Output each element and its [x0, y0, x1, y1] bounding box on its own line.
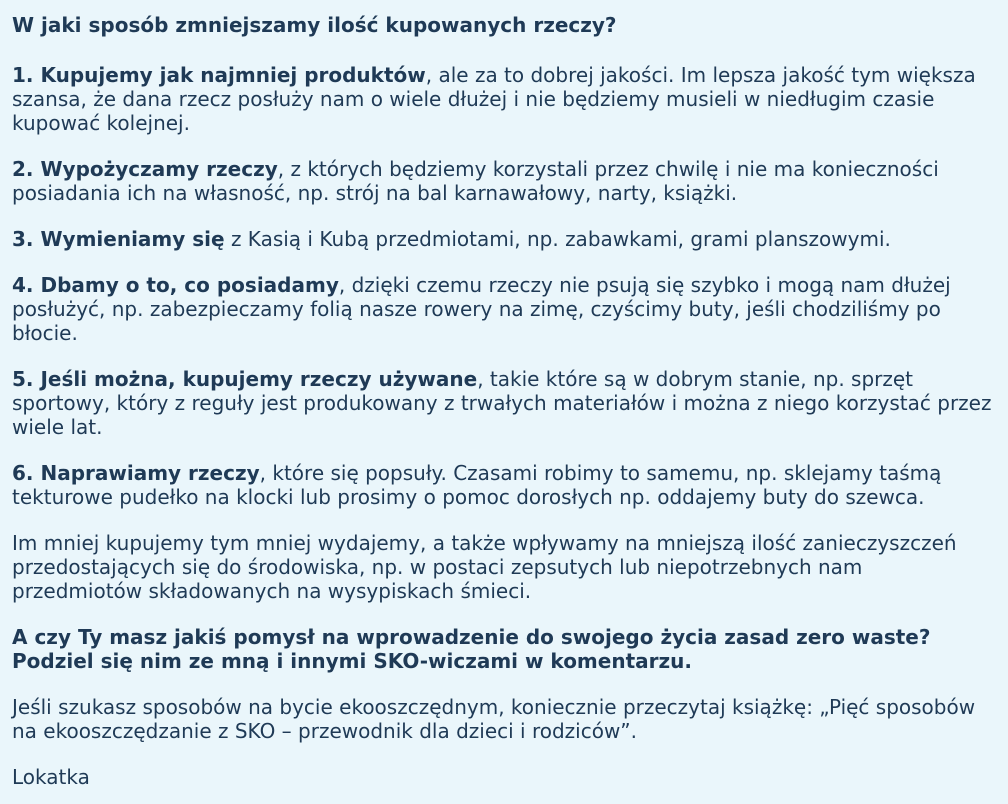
list-item-lead: 6. Naprawiamy rzeczy	[12, 461, 260, 485]
list-item-lead: 4. Dbamy o to, co posiadamy	[12, 273, 339, 297]
list-item-lead: 2. Wypożyczamy rzeczy	[12, 157, 278, 181]
list-item-text: , dzięki czemu rzeczy nie psują się szybko i mogą nam dłużej posłużyć, np. zabezpieczamy folią nasze rowery na zimę, czyścimy buty, jeśli chodziliśmy po błocie.	[12, 273, 951, 345]
summary-paragraph: Im mniej kupujemy tym mniej wydajemy, a także wpływamy na mniejszą ilość zanieczyszczeń przedostających się do środowiska, np. w postaci zepsutych lub niepotrzebnych nam przedmiotów składowanych na wysypiskach śmieci.	[12, 531, 957, 603]
list-item	[12, 273, 996, 345]
list-item	[12, 157, 996, 205]
signature: Lokatka	[12, 765, 90, 789]
list-item-text: , z których będziemy korzystali przez chwilę i nie ma konieczności posiadania ich na własność, np. strój na bal karnawałowy, narty, książki.	[12, 157, 939, 205]
article-heading: W jaki sposób zmniejszamy ilość kupowanych rzeczy?	[12, 13, 617, 37]
list-item-lead: 1. Kupujemy jak najmniej produktów	[12, 63, 426, 87]
list-item-text: , ale za to dobrej jakości. Im lepsza jakość tym większa szansa, że dana rzecz posłuży nam o wiele dłużej i nie będziemy musieli w niedługim czasie kupować kolejnej.	[12, 63, 976, 135]
list-item	[12, 227, 996, 251]
list-item	[12, 367, 996, 439]
list-item	[12, 461, 996, 509]
question-paragraph: A czy Ty masz jakiś pomysł na wprowadzenie do swojego życia zasad zero waste? Podziel się nim ze mną i innymi SKO-wiczami w komentarzu.	[12, 625, 931, 673]
list-item-lead: 5. Jeśli można, kupujemy rzeczy używane	[12, 367, 478, 391]
recommendation-paragraph: Jeśli szukasz sposobów na bycie ekooszczędnym, koniecznie przeczytaj książkę: „Pięć sposobów na ekooszczędzanie z SKO – przewodnik dla dzieci i rodziców”.	[12, 695, 976, 743]
list-item-text: , takie które są w dobrym stanie, np. sprzęt sportowy, który z reguły jest produkowany z trwałych materiałów i można z niego korzystać przez wiele lat.	[12, 367, 992, 439]
list-item-text: z Kasią i Kubą przedmiotami, np. zabawkami, grami planszowymi.	[224, 227, 891, 251]
list-item-lead: 3. Wymieniamy się	[12, 227, 225, 251]
list-item	[12, 63, 996, 135]
list-item-text: , które się popsuły. Czasami robimy to samemu, np. sklejamy taśmą tekturowe pudełko na klocki lub prosimy o pomoc dorosłych np. oddajemy buty do szewca.	[12, 461, 942, 509]
